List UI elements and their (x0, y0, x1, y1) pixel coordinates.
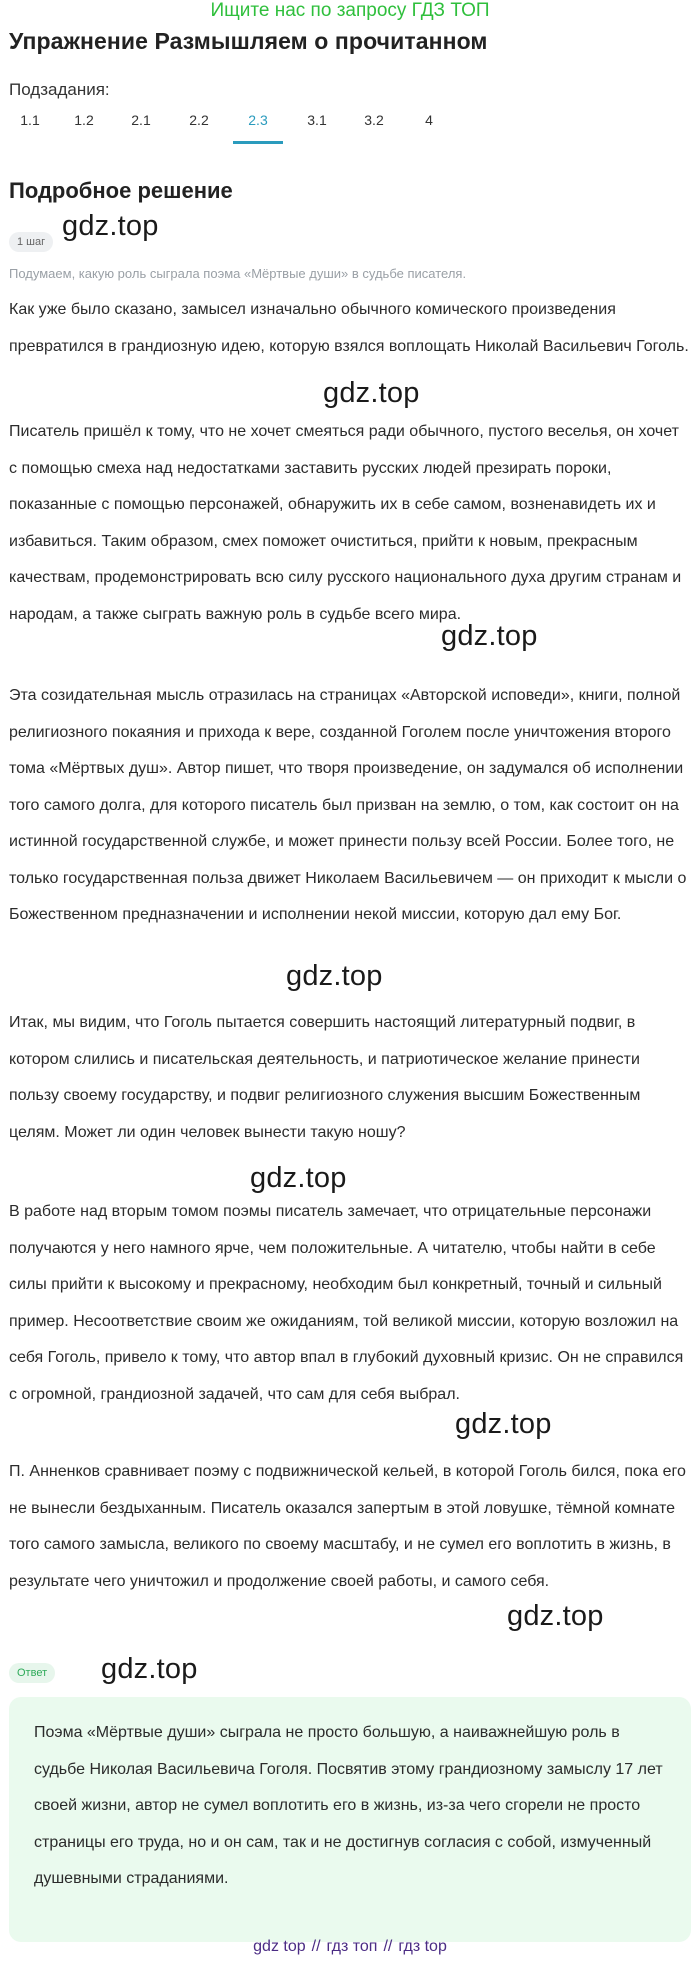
footer-link[interactable]: гдз топ (326, 1938, 378, 1955)
paragraph: В работе над вторым томом поэмы писатель замечает, что отрицательные персонажи получаются у него намного ярче, чем положительные. А читателю, чтобы найти в себе силы прийти к высокому и прекрасному, необходим был конкретный, точный и сильный пример. Несоответствие своим же ожиданиям, той великой миссии, которую возложил на себя Гоголь, привело к тому, что автор впал в глубокий духовный кризис. Он не справился с огромной, грандиозной задачей, что сам для себя выбрал. (9, 1203, 684, 1403)
promo-banner[interactable]: Ищите нас по запросу ГДЗ ТОП (210, 0, 490, 21)
paragraph: Писатель пришёл к тому, что не хочет смеяться ради обычного, пустого веселья, он хочет с помощью смеха над недостатками заставить русских людей презирать пороки, показанные с помощью персонажей, обнаружить их в себе самом, возненавидеть их и избавиться. Таким образом, смех поможет очиститься, прийти к новым, прекрасным качествам, продемонстрировать всю силу русского национального духа другим странам и народам, а также сыграть важную роль в судьбе всего мира. (9, 423, 682, 623)
watermark: gdz.top (62, 210, 159, 242)
tab-1-2[interactable]: 1.2 (74, 112, 94, 128)
watermark: gdz.top (250, 1162, 347, 1194)
step-hint: Подумаем, какую роль сыграла поэма «Мёртвые души» в судьбе писателя. (9, 266, 467, 281)
paragraph: Итак, мы видим, что Гоголь пытается совершить настоящий литературный подвиг, в котором слились и писательская деятельность, и патриотическое желание принести пользу своему государству, и подвиг религиозного служения высшим Божественным целям. Может ли один человек вынести такую ношу? (9, 1014, 641, 1141)
active-tab-underline (233, 141, 283, 144)
tab-2-1[interactable]: 2.1 (131, 112, 151, 128)
watermark: gdz.top (323, 377, 420, 409)
paragraph: Эта созидательная мысль отразилась на страницах «Авторской исповеди», книги, полной религиозного покаяния и прихода к вере, созданной Гоголем после уничтожения второго тома «Мёртвых душ». Автор пишет, что творя произведение, он задумался об исполнении того самого долга, для которого писатель был призван на землю, о том, как состоит он на истинной государственной службе, и может принести пользу всей России. Более того, не только государственная польза движет Николаем Васильевичем — он приходит к мысли о Божественном предназначении и исполнении некой миссии, которую дал ему Бог. (9, 687, 687, 923)
paragraph: Как уже было сказано, замысел изначально обычного комического произведения превратился в грандиозную идею, которую взялся воплощать Николай Васильевич Гоголь. (9, 301, 689, 355)
tab-3-2[interactable]: 3.2 (364, 112, 384, 128)
paragraph: П. Анненков сравнивает поэму с подвижнической кельей, в которой Гоголь бился, пока его не вынесли бездыханным. Писатель оказался запертым в этой ловушке, тёмной комнате того самого замысла, великого по своему масштабу, и не сумел его воплотить в жизнь, в результате чего уничтожил и продолжение своей работы, и самого себя. (9, 1463, 686, 1590)
step-badge: 1 шаг (9, 232, 53, 252)
answer-box (9, 1697, 691, 1942)
tab-3-1[interactable]: 3.1 (307, 112, 327, 128)
footer-link[interactable]: gdz top (253, 1938, 306, 1955)
watermark: gdz.top (455, 1408, 552, 1440)
footer-separator: // (311, 1938, 321, 1955)
footer-links (0, 1938, 700, 1956)
footer-separator: // (383, 1938, 393, 1955)
tab-4[interactable]: 4 (425, 112, 433, 128)
watermark: gdz.top (441, 620, 538, 652)
footer-link[interactable]: гдз top (398, 1938, 447, 1955)
solution-title: Подробное решение (9, 178, 233, 203)
subtasks-label: Подзадания: (9, 80, 110, 99)
watermark: gdz.top (507, 1600, 604, 1632)
answer-text: Поэма «Мёртвые души» сыграла не просто большую, а наиважнейшую роль в судьбе Николая Васильевича Гоголя. Посвятив этому грандиозному замыслу 17 лет своей жизни, автор не сумел воплотить его в жизнь, из-за чего сгорели не просто страницы его труда, но и он сам, так и не достигнув согласия с собой, измученный душевными страданиями. (34, 1724, 663, 1887)
page-title: Упражнение Размышляем о прочитанном (9, 28, 488, 54)
tab-2-3[interactable]: 2.3 (248, 112, 268, 128)
tab-2-2[interactable]: 2.2 (189, 112, 209, 128)
watermark: gdz.top (101, 1653, 198, 1685)
answer-badge: Ответ (9, 1663, 55, 1683)
watermark: gdz.top (286, 960, 383, 992)
subtask-tabs (0, 106, 700, 142)
tab-1-1[interactable]: 1.1 (20, 112, 40, 128)
